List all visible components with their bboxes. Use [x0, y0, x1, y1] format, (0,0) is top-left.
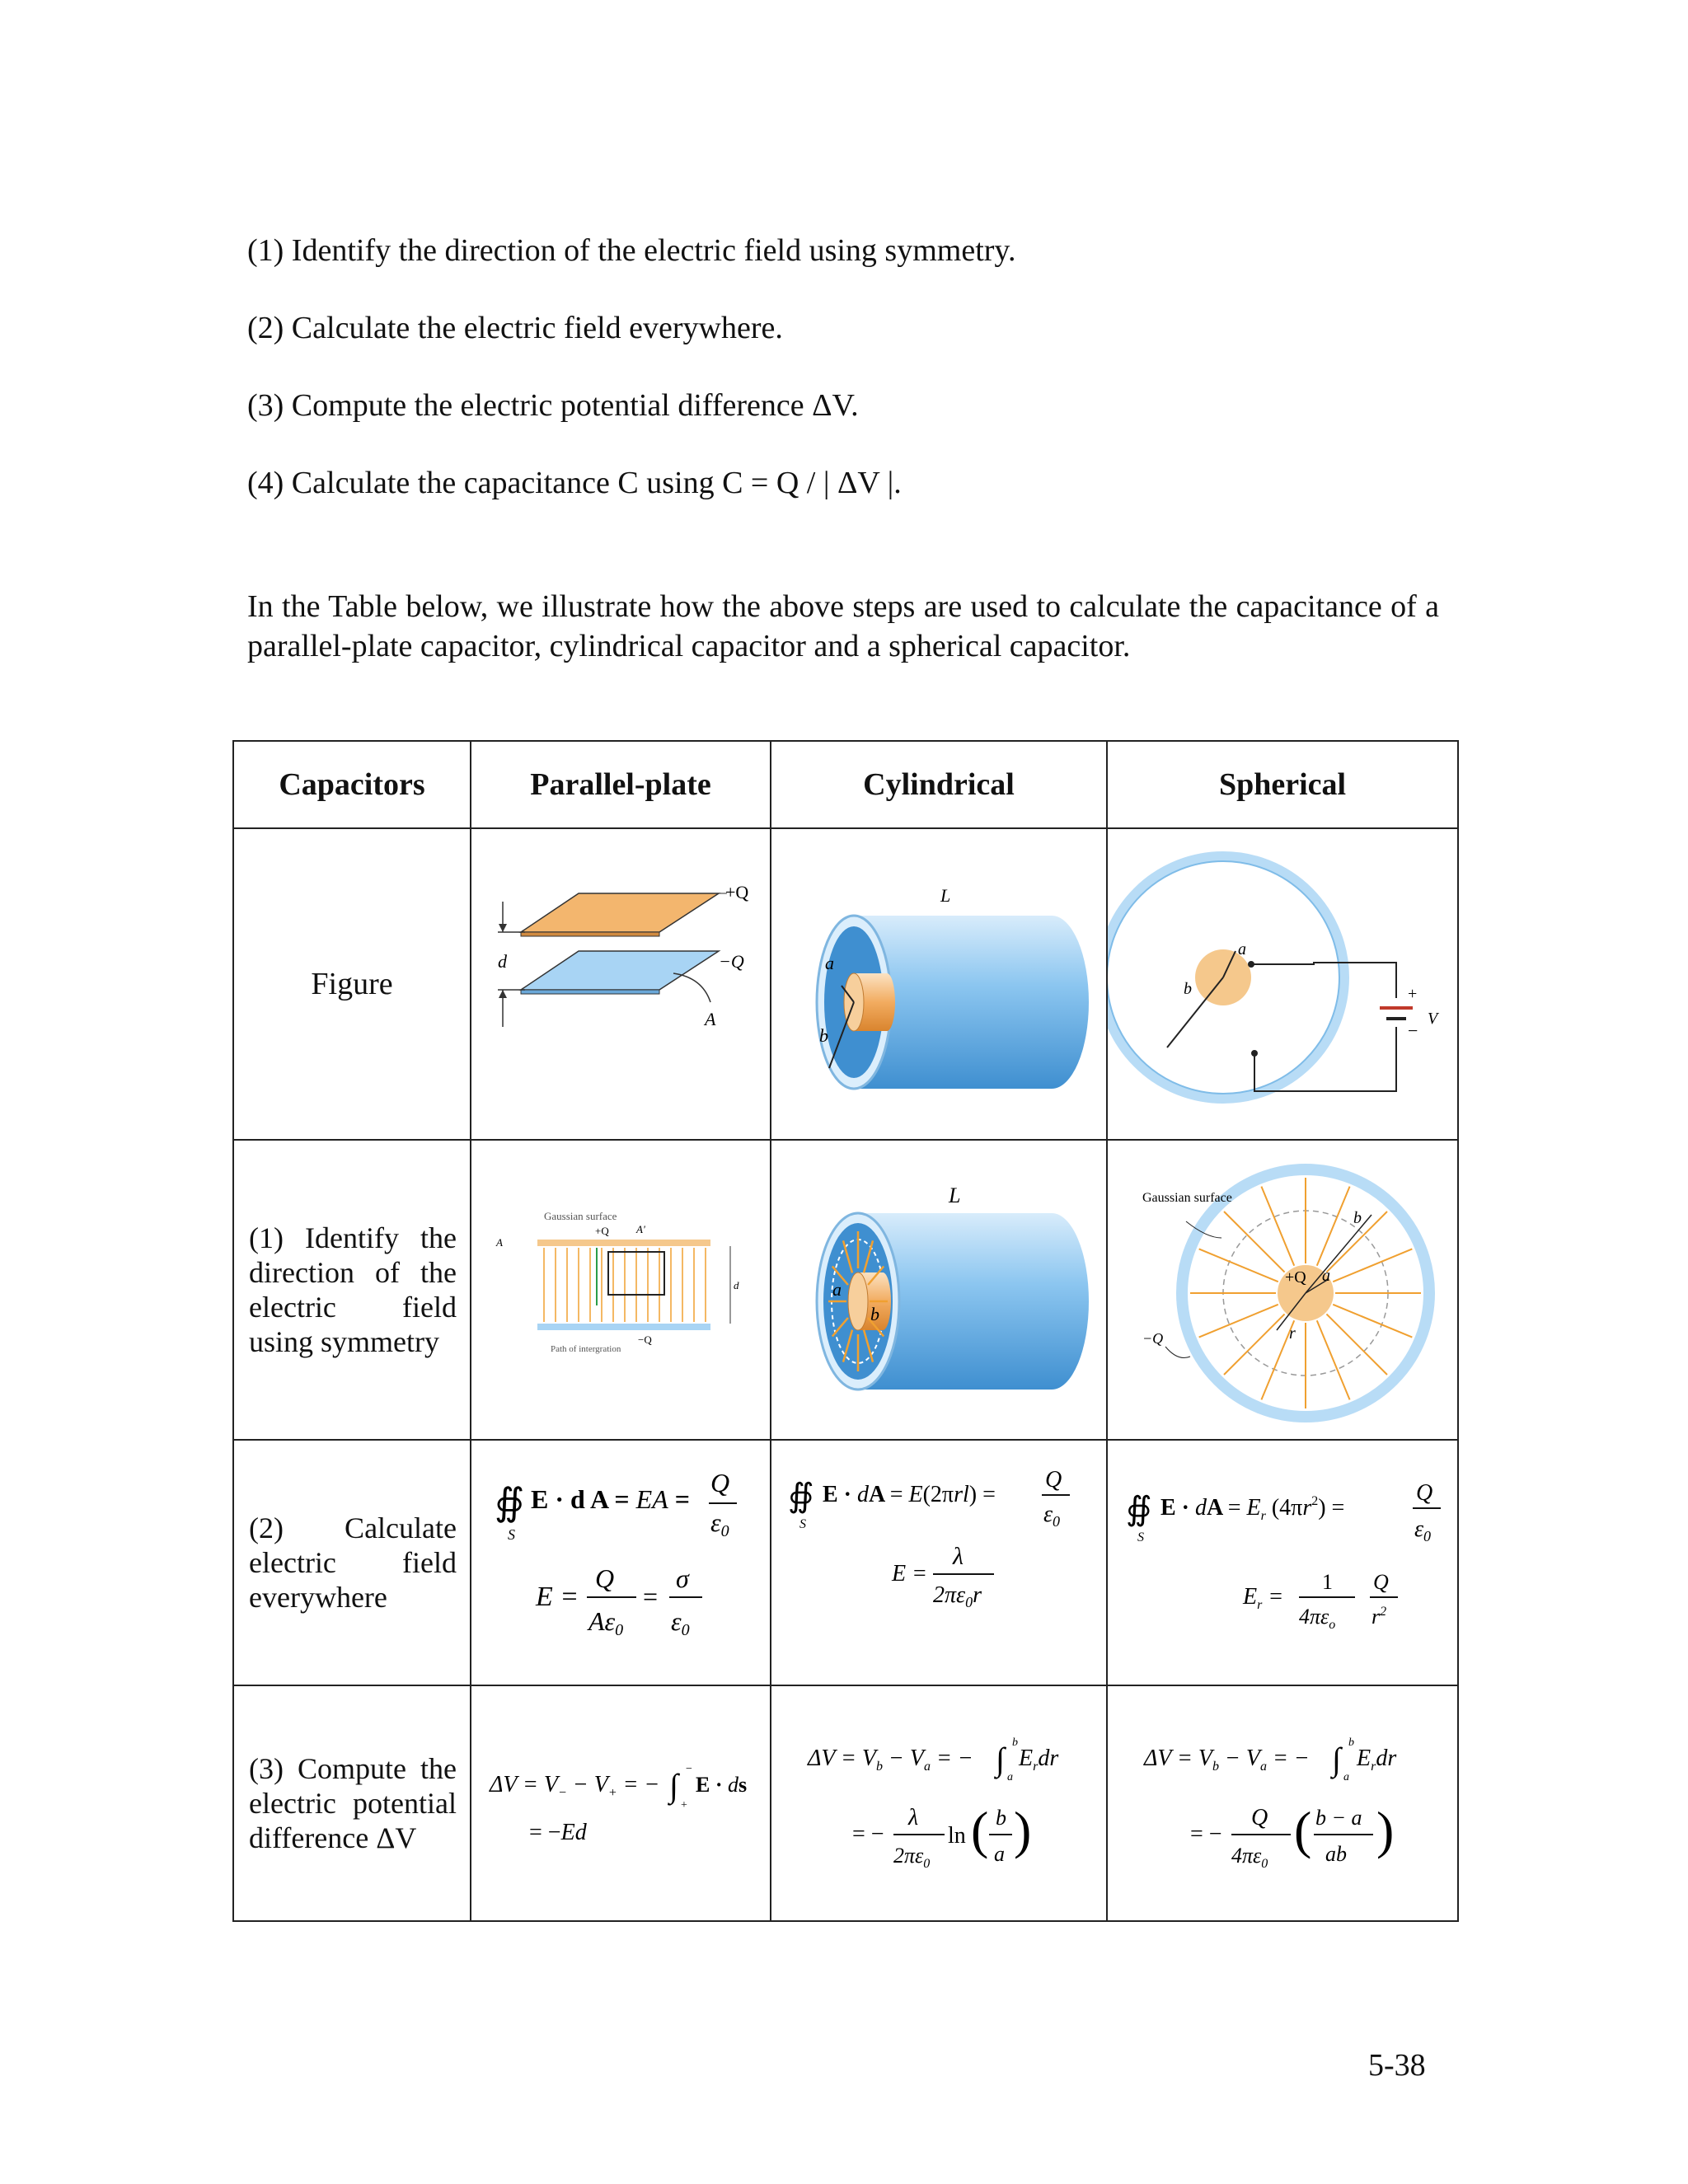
cyl-gauss-cell [771, 1140, 1107, 1440]
label-A: A [496, 1236, 503, 1249]
svg-text:∯: ∯ [495, 1481, 525, 1523]
step-2: (2) Calculate the electric field everywhere. [247, 311, 783, 345]
step-4: (4) Calculate the capacitance C using C = Q / | ΔV |. [247, 466, 902, 500]
label-d: d [498, 951, 507, 972]
svg-text:∫: ∫ [1332, 1741, 1341, 1778]
header-spherical: Spherical [1107, 741, 1458, 828]
label-path: Path of intergration [551, 1344, 621, 1354]
svg-text:−: − [686, 1763, 692, 1775]
sph-field-cell [1107, 1440, 1458, 1685]
svg-text:Q: Q [1373, 1570, 1389, 1594]
sph-gauss-figure [1108, 1141, 1457, 1439]
svg-text:ln: ln [948, 1823, 966, 1849]
parallel-plate-figure [471, 829, 770, 1139]
row-label-symmetry: (1) Identify the direction of the electric field using symmetry [233, 1140, 471, 1440]
svg-text:+: + [681, 1799, 687, 1811]
svg-text:a: a [1007, 1771, 1013, 1783]
page-number: 5-38 [1368, 2048, 1426, 2083]
label-plus-q: +Q [595, 1225, 609, 1237]
label-V: V [1428, 1010, 1438, 1028]
parallel-plate-figure-cell [471, 828, 771, 1140]
table-row-field [233, 1440, 1458, 1685]
svg-text:Q: Q [1251, 1805, 1268, 1830]
svg-text:λ: λ [953, 1543, 964, 1570]
svg-text:ΔV = Vb − Va = −: $\Delta V = V_b - V_a$ = − [1144, 1746, 1310, 1774]
svg-text:Q: Q [1045, 1467, 1062, 1493]
label-minus-q: −Q [719, 951, 744, 972]
spherical-figure-cell [1107, 828, 1458, 1140]
parallel-gauss-figure [471, 1141, 770, 1439]
step-1: (1) Identify the direction of the electric field using symmetry. [247, 233, 1016, 268]
svg-text:ΔV = V− − V+ = −: $\Delta V = V_- - V_+$ = − [490, 1772, 660, 1800]
svg-text:∫: ∫ [669, 1767, 678, 1804]
svg-text:b: b [1348, 1736, 1354, 1749]
label-gaussian-surface: Gaussian surface [1142, 1191, 1232, 1205]
steps-list [247, 231, 1442, 541]
svg-text:4πε0: $4\pi\varepsilon_0$ [1231, 1844, 1268, 1871]
svg-text:b: b [996, 1806, 1006, 1830]
label-a: a [832, 1279, 842, 1300]
svg-text:2πε0r: $2\pi\varepsilon_0r$ [933, 1582, 982, 1610]
label-b: b [1184, 980, 1192, 998]
label-a: a [825, 953, 834, 973]
cylindrical-figure-cell [771, 828, 1107, 1140]
label-b: b [1353, 1209, 1362, 1227]
svg-text:(: ( [971, 1801, 989, 1859]
label-A-prime: A' [636, 1223, 645, 1235]
svg-text:=: = [643, 1582, 659, 1611]
svg-text:= −: = − [1190, 1821, 1222, 1847]
svg-text:): ) [1376, 1801, 1395, 1859]
svg-text:a: a [1343, 1771, 1349, 1783]
label-minus-q: −Q [638, 1333, 652, 1346]
label-plus-q: +Q [1285, 1268, 1306, 1286]
svg-text:E · dA = E(2πrl) =: E · dA = E(2πrl) = [823, 1482, 996, 1507]
svg-text:1: 1 [1322, 1570, 1333, 1594]
table-row-symmetry [233, 1140, 1458, 1440]
capacitor-table [232, 740, 1459, 1922]
label-d: d [734, 1279, 739, 1291]
svg-text:E · d A = EA =: E · d A = EA = [531, 1484, 690, 1514]
svg-text:r2: $r^2$ [1372, 1605, 1387, 1629]
svg-text:4πεo: $4\pi\varepsilon_o$ [1299, 1605, 1336, 1632]
svg-text:= −: = − [852, 1821, 884, 1847]
svg-text:(: ( [1294, 1801, 1312, 1859]
cyl-field-cell [771, 1440, 1107, 1685]
row-label-potential: (3) Compute the electric potential difference ΔV [233, 1685, 471, 1921]
label-a: a [1322, 1267, 1330, 1285]
svg-text:λ: λ [908, 1805, 919, 1830]
svg-text:ε0: $\varepsilon_0$ [1043, 1502, 1061, 1530]
parallel-gauss-cell [471, 1140, 771, 1440]
svg-text:ε0: ε0 [671, 1606, 690, 1639]
cyl-dv-cell [771, 1685, 1107, 1921]
header-parallel-plate: Parallel-plate [471, 741, 771, 828]
label-plus: + [1408, 985, 1418, 1003]
label-plus-q: +Q [725, 882, 749, 902]
table-row-figure [233, 828, 1458, 1140]
sph-gauss-cell [1107, 1140, 1458, 1440]
sph-field-equations [1108, 1441, 1457, 1685]
intro-paragraph: In the Table below, we illustrate how the above steps are used to calculate the capacitance of a parallel-plate capacitor, cylindrical capacitor and a spherical capacitor. [247, 589, 1439, 663]
table-header-row [233, 741, 1458, 828]
table-row-potential [233, 1685, 1458, 1921]
svg-text:S: S [508, 1526, 515, 1543]
header-capacitors: Capacitors [233, 741, 471, 828]
header-cylindrical: Cylindrical [771, 741, 1107, 828]
row-label-field: (2) Calculate electric field everywhere [233, 1440, 471, 1685]
svg-text:Q: Q [710, 1468, 730, 1497]
svg-text:Erdr: $E_rdr$ [1357, 1746, 1397, 1774]
svg-text:E · dA = Er (4πr2) =: E · dA = $E_r$ $(4\pi r^2)$ = [1160, 1494, 1345, 1523]
svg-text:Erdr: $E_rdr$ [1019, 1746, 1059, 1774]
label-r: r [1289, 1324, 1296, 1343]
label-gaussian-surface: Gaussian surface [544, 1210, 617, 1222]
cyl-field-equations [771, 1441, 1106, 1685]
svg-text:Q: Q [595, 1563, 615, 1593]
step-3: (3) Compute the electric potential difference ΔV. [247, 388, 859, 423]
pp-field-cell [471, 1440, 771, 1685]
svg-text:∯: ∯ [788, 1477, 814, 1514]
spherical-figure [1108, 829, 1457, 1139]
svg-text:S: S [1137, 1530, 1144, 1544]
cylindrical-figure [771, 829, 1106, 1139]
row-label-figure: Figure [233, 828, 471, 1140]
label-a: a [1238, 940, 1246, 958]
sph-dv-cell [1107, 1685, 1458, 1921]
svg-text:b: b [1012, 1736, 1018, 1749]
svg-text:a: a [994, 1842, 1005, 1866]
svg-text:E =: E = [892, 1561, 927, 1586]
svg-text:S: S [799, 1517, 806, 1531]
svg-text:= −Ed: = −Ed [529, 1820, 587, 1845]
svg-text:Er =: $E_r$ = [1243, 1584, 1284, 1612]
pp-field-equations [471, 1441, 770, 1685]
label-L: L [940, 885, 951, 906]
svg-text:2πε0: $2\pi\varepsilon_0$ [893, 1844, 931, 1871]
svg-text:Aε0: Aε0 [588, 1606, 624, 1639]
svg-text:ΔV = Vb − Va = −: $\Delta V = V_b - V_a$ = − [808, 1746, 973, 1774]
pp-dv-equations [471, 1686, 770, 1920]
svg-text:E · ds: E · ds [696, 1773, 748, 1797]
label-A: A [705, 1009, 716, 1029]
svg-text:ε0: ε0 [710, 1507, 729, 1540]
label-b: b [819, 1025, 828, 1046]
svg-text:ab: ab [1325, 1842, 1347, 1866]
svg-text:σ: σ [676, 1563, 689, 1593]
svg-text:ε0: $\varepsilon_0$ [1414, 1516, 1432, 1544]
sph-dv-equations [1108, 1686, 1457, 1920]
cyl-dv-equations [771, 1686, 1106, 1920]
label-b: b [870, 1304, 879, 1324]
pp-dv-cell [471, 1685, 771, 1921]
svg-text:E =: E = [536, 1582, 579, 1612]
label-L: L [949, 1183, 961, 1207]
svg-text:∫: ∫ [996, 1741, 1005, 1778]
cyl-gauss-figure [771, 1141, 1106, 1439]
label-minus: − [1408, 1020, 1418, 1041]
label-minus-q: −Q [1142, 1330, 1164, 1347]
svg-text:∯: ∯ [1126, 1490, 1152, 1527]
svg-text:b − a: b − a [1315, 1806, 1362, 1830]
svg-text:): ) [1014, 1801, 1032, 1859]
svg-text:Q: Q [1416, 1480, 1433, 1506]
